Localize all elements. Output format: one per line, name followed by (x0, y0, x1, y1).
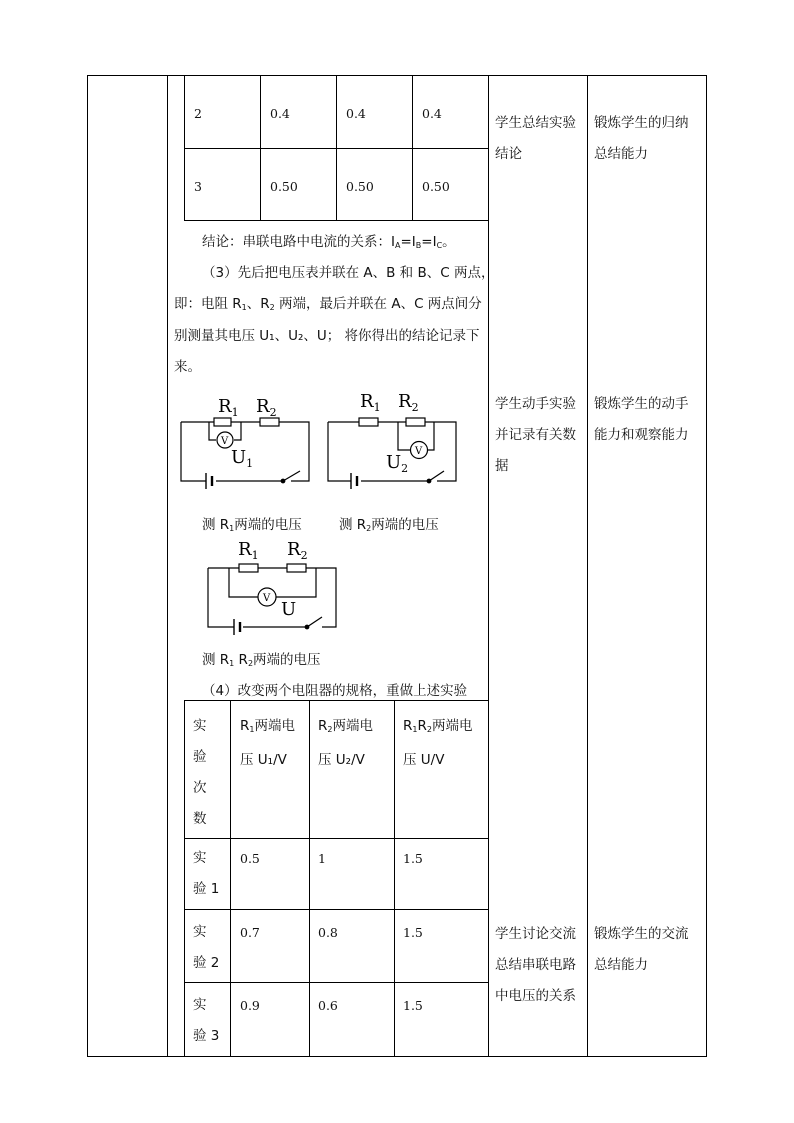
table-row-label (193, 843, 219, 905)
t2-line (309, 700, 310, 1056)
table-cell: 0.5 (240, 851, 260, 866)
sub: 1 (249, 725, 255, 734)
text: 两端电 (332, 718, 373, 734)
t2-line (184, 700, 185, 1056)
resistor-icon (260, 418, 279, 426)
text: 验 2 (193, 955, 220, 971)
text: 两端的电压 (234, 517, 302, 533)
student-activity-1 (495, 108, 576, 170)
sub: 1 (229, 524, 235, 533)
text: 实 (193, 997, 207, 1013)
label-r1: $R_1$ (360, 391, 381, 414)
header-u1 (240, 711, 295, 776)
table-cell: 1.5 (403, 851, 423, 866)
text: 验 3 (193, 1028, 220, 1044)
header-u2 (318, 711, 373, 776)
text: 学生讨论交流 (495, 926, 576, 942)
text: 总结能力 (594, 146, 648, 162)
sub: B (415, 241, 422, 250)
text: R (403, 718, 413, 734)
step3-line3: 别测量其电压 U₁、U₂、U； 将你得出的结论记录下 (174, 328, 480, 344)
sub: 2 (247, 659, 254, 668)
text: 测 R (202, 652, 230, 668)
label-u1: $U_1$ (231, 447, 254, 470)
design-purpose-3 (594, 919, 689, 981)
student-activity-3 (495, 919, 576, 1012)
text: 两端，最后并联在 A、C 两点间分 (274, 296, 482, 312)
table-cell: 0.6 (318, 998, 338, 1013)
student-activity-2 (495, 389, 576, 482)
table-cell: 1.5 (403, 925, 423, 940)
meter-label: V (263, 593, 271, 604)
step4-text: （4）改变两个电阻器的规格，重做上述实验 (202, 683, 468, 699)
meter-label: V (221, 436, 229, 447)
text: 能力和观察能力 (594, 427, 689, 443)
step3-line4: 来。 (174, 359, 201, 375)
label-r2: $R_2$ (256, 396, 277, 419)
design-purpose-2 (594, 389, 689, 451)
char: 验 (193, 749, 207, 765)
label-r2: $R_2$ (287, 539, 308, 562)
text: 测 R (202, 517, 230, 533)
text: 据 (495, 458, 509, 474)
text: 总结串联电路 (495, 957, 576, 973)
resistor-icon (287, 564, 306, 572)
design-purpose-1 (594, 108, 689, 170)
caption-circuit-1 (202, 513, 302, 533)
text: 结论 (495, 146, 522, 162)
text: 测 R (339, 517, 367, 533)
conclusion-label: 结论：串联电路中电流的关系：I (202, 234, 395, 250)
caption-circuit-3 (202, 648, 321, 668)
text: 即：电阻 R (174, 296, 242, 312)
table-row-label (193, 990, 219, 1052)
char: 次 (193, 780, 207, 796)
text: 压 U₂/V (318, 752, 365, 768)
eq: =I (400, 234, 416, 250)
sub: A (394, 241, 401, 250)
text: R (318, 718, 328, 734)
circuit-series-voltage (208, 564, 336, 635)
sub: 2 (269, 303, 275, 312)
text: 实 (193, 924, 207, 940)
table-cell: 0.4 (422, 106, 442, 121)
resistor-icon (359, 418, 378, 426)
label-r1: $R_1$ (218, 396, 239, 419)
table-cell: 0.50 (422, 179, 450, 194)
text: 压 U₁/V (240, 752, 287, 768)
meter-label: V (415, 446, 423, 457)
table-cell: 2 (194, 106, 202, 121)
sub: 2 (327, 725, 333, 734)
header-trial-count (193, 711, 207, 835)
table-cell: 0.4 (346, 106, 366, 121)
char: 数 (193, 811, 207, 827)
t2-line (230, 700, 231, 1056)
table-cell: 3 (194, 179, 202, 194)
t2-line (394, 700, 395, 1056)
table-cell: 0.4 (270, 106, 290, 121)
text: 锻炼学生的归纳 (594, 115, 689, 131)
text: 学生总结实验 (495, 115, 576, 131)
label-r1: $R_1$ (238, 539, 259, 562)
sub: 2 (426, 725, 432, 734)
header-u (403, 711, 472, 776)
table-cell: 0.9 (240, 998, 260, 1013)
resistor-icon (239, 564, 258, 572)
table-cell: 0.50 (270, 179, 298, 194)
table-cell: 0.50 (346, 179, 374, 194)
table-cell: 1 (318, 851, 326, 866)
text: 锻炼学生的交流 (594, 926, 689, 942)
sub: 1 (229, 659, 235, 668)
text: 总结能力 (594, 957, 648, 973)
table-cell: 0.7 (240, 925, 260, 940)
label-u: U (281, 599, 297, 620)
char: 实 (193, 718, 207, 734)
resistor-icon (406, 418, 425, 426)
text: R (234, 652, 248, 668)
text: 两端电 (254, 718, 295, 734)
text: 两端的电压 (253, 652, 321, 668)
table-row-label (193, 917, 219, 979)
table-cell: 1.5 (403, 998, 423, 1013)
label-r2: $R_2$ (398, 391, 419, 414)
step3-line1: （3）先后把电压表并联在 A、B 和 B、C 两点， (202, 265, 495, 281)
text: R (240, 718, 250, 734)
eq: =I (421, 234, 437, 250)
table-cell: 0.8 (318, 925, 338, 940)
text: 两端电 (431, 718, 473, 734)
text: R (417, 718, 427, 734)
resistor-icon (214, 418, 231, 426)
caption-circuit-2 (339, 513, 439, 533)
text: 、R (246, 296, 270, 312)
label-u2: $U_2$ (386, 452, 409, 475)
sub: 2 (366, 524, 372, 533)
text: 两端的电压 (371, 517, 439, 533)
text: 实 (193, 850, 207, 866)
text: 验 1 (193, 881, 220, 897)
text: 锻炼学生的动手 (594, 396, 689, 412)
text: 并记录有关数 (495, 427, 576, 443)
text: 压 U/V (403, 752, 445, 768)
text: 中电压的关系 (495, 988, 576, 1004)
sub: C (436, 241, 443, 250)
eq: 。 (442, 234, 456, 250)
sub: 1 (412, 725, 418, 734)
sub: 1 (241, 303, 247, 312)
text: 学生动手实验 (495, 396, 576, 412)
